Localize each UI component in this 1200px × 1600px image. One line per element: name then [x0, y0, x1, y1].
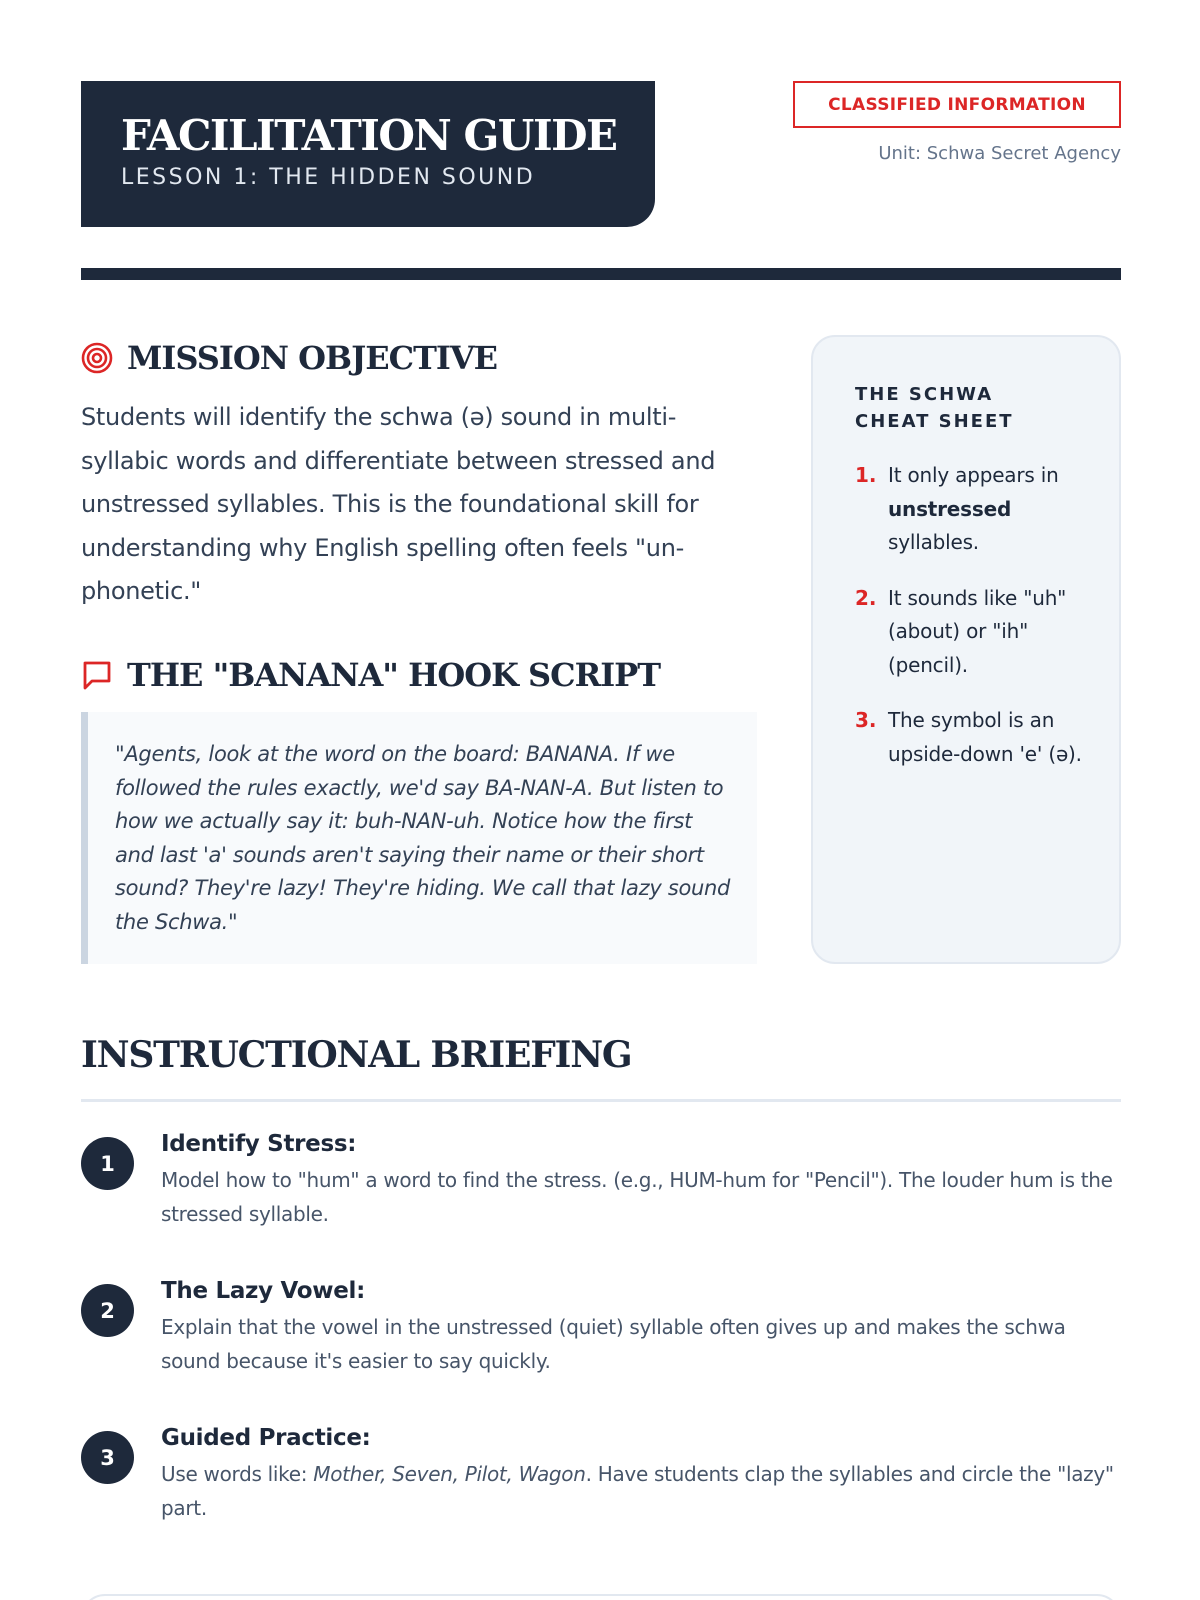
- objective-text: Students will identify the schwa (ə) sound in multi-syllabic words and differentiate between stressed and unstressed syllables. This is the foundational skill for understanding why English spelling often feels "un-phonetic.": [81, 403, 716, 605]
- briefing-divider: [81, 1099, 1121, 1102]
- step-description-end: . Have students clap the syllables and circle the "lazy" part.: [161, 1462, 1114, 1520]
- cheat-sheet-list: [855, 459, 1099, 771]
- list-item: [855, 459, 1099, 560]
- hook-script-text: "Agents, look at the word on the board: BANANA. If we followed the rules exactly, we'd say BA-NAN-A. But listen to how we actually say it: buh-NAN-uh. Notice how the first and last 'a' sounds aren't saying their name or their short sound? They're lazy! They're hiding. We call that lazy sound the Schwa.": [115, 742, 731, 934]
- guide-header: [81, 81, 655, 227]
- example-words: Mother, Seven, Pilot, Wagon: [313, 1462, 586, 1486]
- list-item: [855, 704, 1099, 771]
- lesson-subtitle: LESSON 1: THE HIDDEN SOUND: [121, 165, 536, 190]
- objective-heading: [81, 339, 497, 377]
- next-section-card: [81, 1594, 1121, 1600]
- unit-label: Unit: Schwa Secret Agency: [878, 143, 1121, 164]
- target-icon: [81, 342, 113, 374]
- step-title: The Lazy Vowel:: [161, 1278, 366, 1304]
- list-number: 1.: [855, 463, 877, 487]
- step-description: [161, 1458, 1121, 1525]
- step-number-badge: 1: [81, 1137, 134, 1190]
- list-item-text: It sounds like "uh" (about) or "ih" (pencil).: [888, 585, 1067, 677]
- step-description: Explain that the vowel in the unstressed (quiet) syllable often gives up and makes the schwa sound because it's easier to say quickly.: [161, 1315, 1066, 1373]
- hook-heading: [81, 656, 660, 694]
- header-divider: [81, 268, 1121, 280]
- briefing-heading: INSTRUCTIONAL BRIEFING: [81, 1034, 632, 1076]
- cheat-sheet-title: THE SCHWA CHEAT SHEET: [855, 384, 1014, 432]
- briefing-step: [81, 1422, 1121, 1525]
- schwa-cheat-sheet: [811, 335, 1121, 964]
- step-title: Identify Stress:: [161, 1131, 357, 1157]
- briefing-step: [81, 1275, 1121, 1378]
- briefing-step: [81, 1128, 1121, 1231]
- classified-badge: CLASSIFIED INFORMATION: [793, 81, 1121, 128]
- page-title: FACILITATION GUIDE: [121, 111, 617, 160]
- step-body: [161, 1275, 1121, 1378]
- step-body: [161, 1422, 1121, 1525]
- list-item-emphasis: unstressed: [888, 496, 1012, 521]
- step-description: Model how to "hum" a word to find the stress. (e.g., HUM-hum for "Pencil"). The louder hum is the stressed syllable.: [161, 1168, 1113, 1226]
- hook-script-quote: [81, 712, 757, 964]
- list-item-text-end: syllables.: [888, 530, 979, 554]
- list-item-text: The symbol is an upside-down 'e' (ə).: [888, 708, 1082, 766]
- list-number: 3.: [855, 708, 877, 732]
- hook-heading-text: THE "BANANA" HOOK SCRIPT: [127, 656, 661, 694]
- step-number-badge: 3: [81, 1431, 134, 1484]
- objective-heading-text: MISSION OBJECTIVE: [127, 339, 498, 377]
- list-item: [855, 582, 1099, 683]
- list-item-text-start: It only appears in: [888, 463, 1059, 487]
- step-number-badge: 2: [81, 1284, 134, 1337]
- step-title: Guided Practice:: [161, 1425, 371, 1451]
- speech-bubble-icon: [81, 659, 113, 691]
- step-body: [161, 1128, 1121, 1231]
- list-item-text: [888, 459, 1099, 560]
- list-number: 2.: [855, 585, 877, 610]
- step-description-start: Use words like:: [161, 1462, 314, 1486]
